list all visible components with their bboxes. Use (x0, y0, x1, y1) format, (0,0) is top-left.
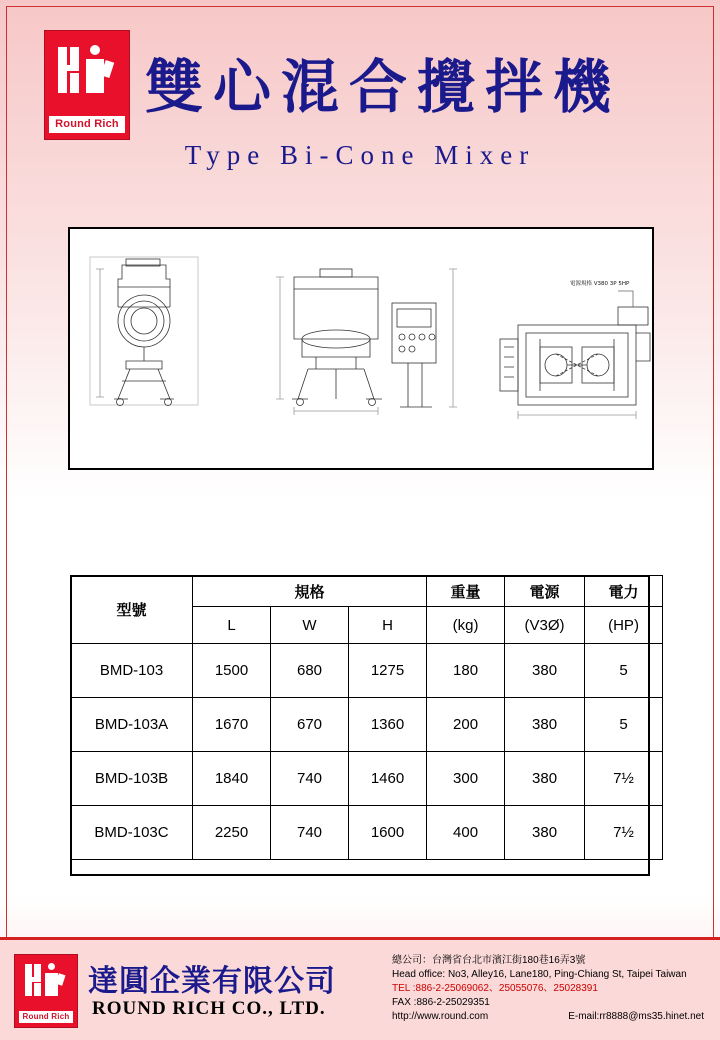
header-model: 型號 (71, 576, 193, 644)
table-row (71, 644, 663, 698)
header-power-unit: (V3Ø) (505, 607, 585, 644)
cell-model: BMD-103 (71, 644, 193, 698)
page-title-english: Type Bi-Cone Mixer (184, 140, 536, 170)
contact-block (392, 954, 712, 1024)
table-row (71, 806, 663, 860)
company-logo (44, 30, 130, 140)
cell-power: 380 (505, 806, 585, 860)
cell-power: 380 (505, 698, 585, 752)
logo-mark-icon (56, 43, 118, 101)
cell-l: 1670 (193, 698, 271, 752)
telephone: TEL :886-2-25069062、25055076、25028391 (392, 983, 598, 994)
cell-hp: 7½ (585, 752, 663, 806)
cell-l: 1840 (193, 752, 271, 806)
header-hp: 電力 (585, 576, 663, 607)
footer-logo-mark-icon (24, 962, 68, 1002)
page-title-chinese: 雙心混合攪拌機 (145, 53, 622, 121)
cell-h: 1600 (349, 806, 427, 860)
technical-drawing (68, 227, 654, 470)
header-spec: 規格 (193, 576, 427, 607)
cell-weight: 300 (427, 752, 505, 806)
cell-weight: 180 (427, 644, 505, 698)
table-row (71, 698, 663, 752)
logo-text: Round Rich (49, 116, 125, 133)
header-l: L (193, 607, 271, 644)
header-w: W (271, 607, 349, 644)
cell-model: BMD-103C (71, 806, 193, 860)
cell-weight: 200 (427, 698, 505, 752)
cell-h: 1360 (349, 698, 427, 752)
table-row (71, 752, 663, 806)
cell-model: BMD-103B (71, 752, 193, 806)
footer (0, 937, 720, 1040)
header-weight-unit: (kg) (427, 607, 505, 644)
cell-hp: 5 (585, 698, 663, 752)
cell-l: 2250 (193, 806, 271, 860)
header-weight: 重量 (427, 576, 505, 607)
cell-weight: 400 (427, 806, 505, 860)
cell-w: 740 (271, 806, 349, 860)
cell-l: 1500 (193, 644, 271, 698)
company-name-chinese: 達圓企業有限公司 (88, 964, 336, 999)
header-h: H (349, 607, 427, 644)
cell-w: 680 (271, 644, 349, 698)
spec-table-wrapper (70, 575, 650, 860)
cell-power: 380 (505, 752, 585, 806)
email-link[interactable]: E-mail:rr8888@ms35.hinet.net (568, 1011, 704, 1022)
address-english: Head office: No3, Alley16, Lane180, Ping-Chiang St, Taipei Taiwan (392, 969, 687, 980)
fax: FAX :886-2-25029351 (392, 997, 490, 1008)
table-header-row-1 (71, 576, 663, 607)
cell-h: 1275 (349, 644, 427, 698)
cell-w: 740 (271, 752, 349, 806)
drawing-svg (70, 229, 652, 468)
address-chinese: 總公司：台灣省台北市濱江街180巷16弄3號 (392, 955, 586, 966)
website-link[interactable]: http://www.round.com (392, 1011, 489, 1022)
spec-table (70, 575, 663, 860)
cell-h: 1460 (349, 752, 427, 806)
header-power: 電源 (505, 576, 585, 607)
cell-model: BMD-103A (71, 698, 193, 752)
footer-logo-text: Round Rich (19, 1011, 73, 1023)
cell-hp: 5 (585, 644, 663, 698)
cell-w: 670 (271, 698, 349, 752)
header (0, 22, 720, 132)
cell-hp: 7½ (585, 806, 663, 860)
cell-power: 380 (505, 644, 585, 698)
header-hp-unit: (HP) (585, 607, 663, 644)
footer-logo (14, 954, 78, 1028)
company-name-english: ROUND RICH CO., LTD. (92, 998, 326, 1019)
drawing-power-label: 電源規格 V380 3P 5HP (570, 281, 630, 287)
